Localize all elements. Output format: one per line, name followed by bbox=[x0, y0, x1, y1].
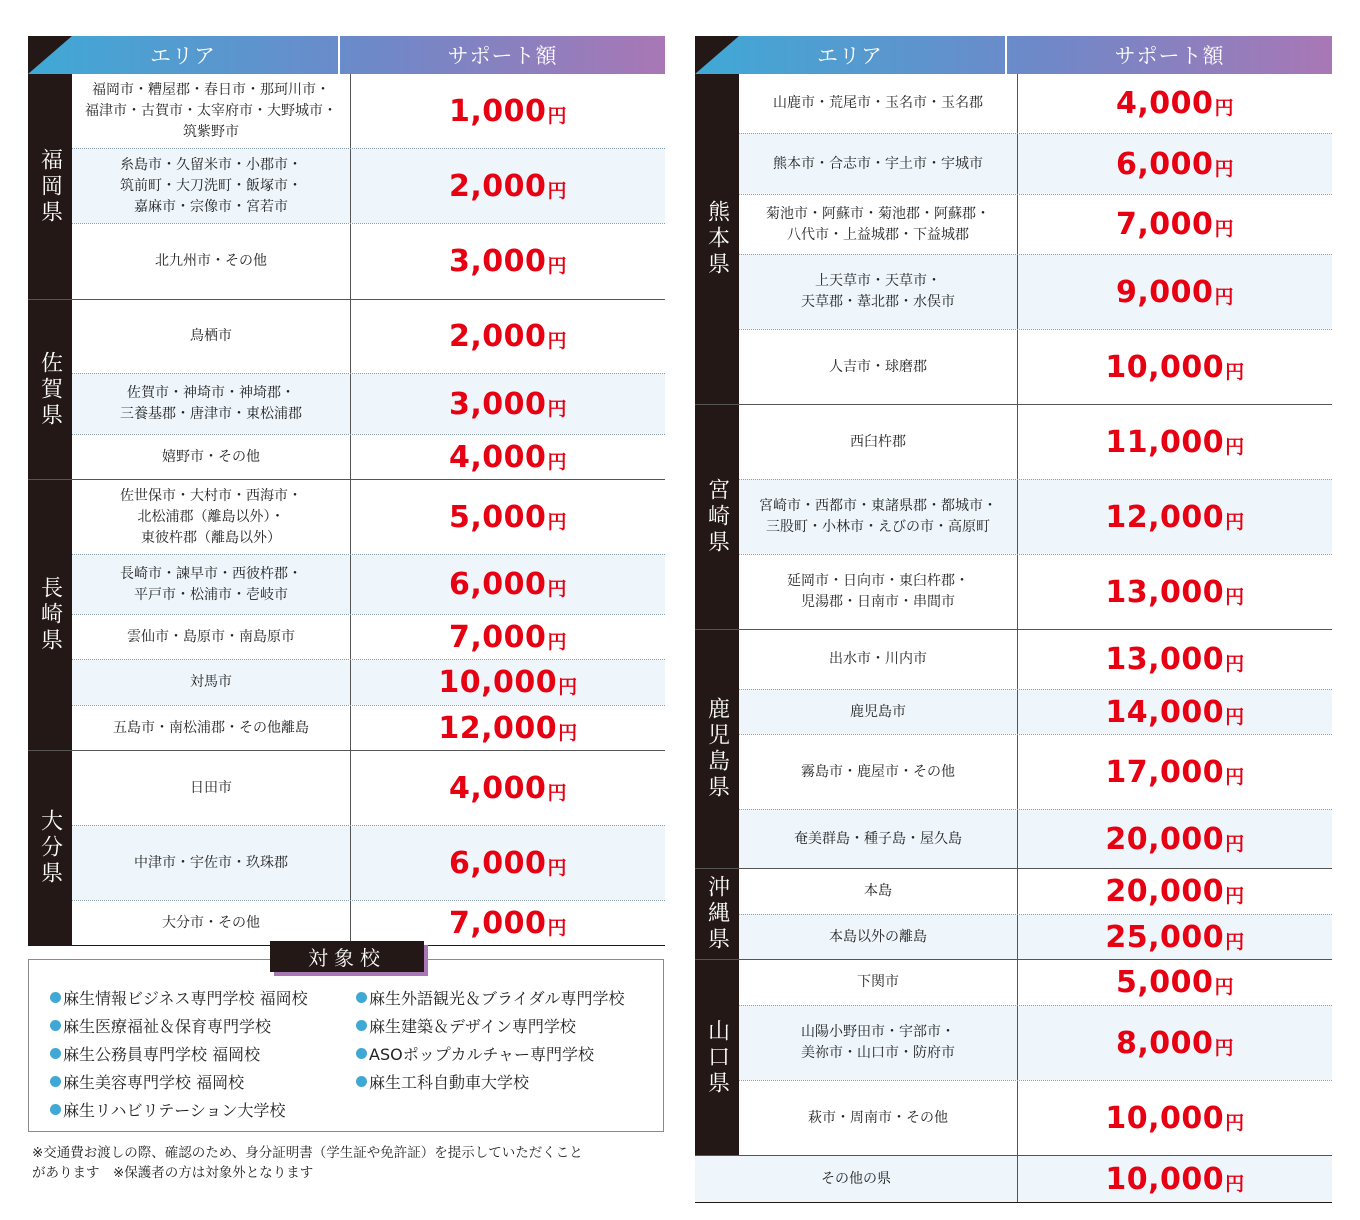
amount-cell bbox=[1018, 630, 1332, 689]
amount-unit: 円 bbox=[1225, 435, 1245, 458]
prefecture-group bbox=[28, 479, 665, 750]
amount-value: 3,000 bbox=[449, 386, 547, 422]
table-row bbox=[72, 223, 665, 299]
amount-cell bbox=[351, 300, 665, 373]
bullet-icon bbox=[50, 1104, 61, 1115]
right-table-header bbox=[695, 36, 1332, 74]
prefecture-group bbox=[695, 629, 1332, 868]
header-amount-label: サポート額 bbox=[447, 44, 558, 68]
school-name: ASOポップカルチャー専門学校 bbox=[369, 1045, 595, 1064]
table-row bbox=[739, 630, 1332, 689]
school-item bbox=[50, 1042, 260, 1065]
table-row bbox=[72, 373, 665, 434]
table-row bbox=[739, 1005, 1332, 1080]
amount-unit: 円 bbox=[1225, 585, 1245, 608]
amount-value: 13,000 bbox=[1105, 574, 1225, 610]
area-cell: その他の県 bbox=[695, 1156, 1018, 1202]
other-prefectures-row bbox=[695, 1155, 1332, 1202]
area-cell: 福岡市・糟屋郡・春日市・那珂川市・ 福津市・古賀市・太宰府市・大野城市・ 筑紫野市 bbox=[72, 74, 351, 148]
prefecture-label bbox=[28, 751, 72, 945]
amount-unit: 円 bbox=[1225, 510, 1245, 533]
prefecture-label bbox=[695, 74, 739, 404]
prefecture-name: 福岡県 bbox=[37, 147, 63, 226]
amount-cell bbox=[1018, 74, 1332, 133]
amount-cell bbox=[351, 615, 665, 659]
table-row bbox=[72, 614, 665, 659]
area-cell: 山鹿市・荒尾市・玉名市・玉名郡 bbox=[739, 74, 1018, 133]
school-item bbox=[356, 986, 625, 1009]
area-cell: 出水市・川内市 bbox=[739, 630, 1018, 689]
school-name: 麻生医療福祉＆保育専門学校 bbox=[63, 1017, 272, 1036]
amount-value: 11,000 bbox=[1105, 424, 1225, 460]
amount-value: 6,000 bbox=[449, 845, 547, 881]
table-row bbox=[739, 554, 1332, 629]
area-cell: 本島以外の離島 bbox=[739, 915, 1018, 959]
amount-unit: 円 bbox=[547, 781, 567, 804]
school-item bbox=[50, 1098, 286, 1121]
prefecture-group bbox=[695, 959, 1332, 1155]
area-cell: 中津市・宇佐市・玖珠郡 bbox=[72, 826, 351, 900]
school-item bbox=[356, 1042, 594, 1065]
prefecture-group bbox=[695, 74, 1332, 404]
amount-cell bbox=[351, 224, 665, 299]
prefecture-label bbox=[695, 960, 739, 1155]
amount-unit: 円 bbox=[1225, 930, 1245, 953]
school-name: 麻生情報ビジネス専門学校 福岡校 bbox=[63, 989, 308, 1008]
amount-unit: 円 bbox=[1225, 885, 1245, 907]
bullet-icon bbox=[356, 1020, 367, 1031]
amount-cell bbox=[351, 706, 665, 750]
school-item bbox=[50, 1070, 244, 1093]
amount-cell bbox=[1018, 1156, 1332, 1202]
area-cell: 佐世保市・大村市・西海市・ 北松浦郡（離島以外）・ 東彼杵郡（離島以外） bbox=[72, 480, 351, 554]
amount-unit: 円 bbox=[1225, 705, 1245, 728]
amount-unit: 円 bbox=[1214, 285, 1234, 308]
amount-cell bbox=[351, 435, 665, 479]
area-cell: 萩市・周南市・その他 bbox=[739, 1081, 1018, 1155]
prefecture-name: 沖縄県 bbox=[704, 875, 730, 953]
table-row bbox=[739, 1080, 1332, 1155]
area-cell: 西臼杵郡 bbox=[739, 405, 1018, 479]
school-name: 麻生建築＆デザイン専門学校 bbox=[369, 1017, 576, 1036]
table-row bbox=[72, 148, 665, 223]
amount-value: 6,000 bbox=[449, 567, 547, 602]
amount-unit: 円 bbox=[1225, 653, 1245, 675]
area-cell: 菊池市・阿蘇市・菊池郡・阿蘇郡・ 八代市・上益城郡・下益城郡 bbox=[739, 195, 1018, 254]
amount-cell bbox=[1018, 869, 1332, 914]
amount-unit: 円 bbox=[547, 179, 567, 202]
amount-cell bbox=[351, 480, 665, 554]
amount-unit: 円 bbox=[547, 104, 567, 127]
bullet-icon bbox=[50, 1048, 61, 1059]
amount-cell bbox=[351, 374, 665, 434]
prefecture-label bbox=[28, 74, 72, 299]
amount-value: 9,000 bbox=[1116, 274, 1214, 310]
amount-cell bbox=[351, 555, 665, 614]
school-item bbox=[356, 1014, 576, 1037]
amount-value: 10,000 bbox=[1105, 1100, 1225, 1136]
header-area-label: エリア bbox=[150, 44, 216, 68]
header-corner bbox=[28, 36, 72, 74]
footnote-line-1: ※交通費お渡しの際、確認のため、身分証明書（学生証や免許証）を提示していただくこと bbox=[32, 1145, 583, 1161]
area-cell: 熊本市・合志市・宇土市・宇城市 bbox=[739, 134, 1018, 194]
prefecture-name: 山口県 bbox=[704, 1018, 730, 1097]
area-cell: 上天草市・天草市・ 天草郡・葦北郡・水俣市 bbox=[739, 255, 1018, 329]
amount-cell bbox=[1018, 915, 1332, 959]
footnote-line-2: があります ※保護者の方は対象外となります bbox=[32, 1165, 314, 1181]
prefecture-name: 宮崎県 bbox=[704, 478, 730, 556]
prefecture-label bbox=[695, 405, 739, 629]
area-cell: 奄美群島・種子島・屋久島 bbox=[739, 810, 1018, 868]
bullet-icon bbox=[356, 1076, 367, 1087]
amount-unit: 円 bbox=[547, 450, 567, 473]
area-cell: 糸島市・久留米市・小郡市・ 筑前町・大刀洗町・飯塚市・ 嘉麻市・宗像市・宮若市 bbox=[72, 149, 351, 223]
amount-unit: 円 bbox=[1225, 1111, 1245, 1134]
amount-value: 13,000 bbox=[1105, 642, 1225, 677]
amount-unit: 円 bbox=[547, 510, 567, 533]
amount-value: 8,000 bbox=[1116, 1025, 1214, 1061]
school-name: 麻生美容専門学校 福岡校 bbox=[63, 1073, 245, 1092]
prefecture-name: 鹿児島県 bbox=[704, 697, 730, 801]
table-row bbox=[72, 434, 665, 479]
amount-value: 4,000 bbox=[449, 770, 547, 806]
amount-unit: 円 bbox=[1214, 218, 1234, 240]
amount-cell bbox=[1018, 330, 1332, 404]
amount-cell bbox=[351, 826, 665, 900]
amount-value: 20,000 bbox=[1105, 821, 1225, 857]
area-cell: 鹿児島市 bbox=[739, 690, 1018, 734]
amount-value: 10,000 bbox=[438, 665, 558, 700]
amount-value: 17,000 bbox=[1105, 754, 1225, 790]
table-row bbox=[739, 734, 1332, 809]
table-row bbox=[739, 809, 1332, 868]
area-cell: 宮崎市・西都市・東諸県郡・都城市・ 三股町・小林市・えびの市・高原町 bbox=[739, 480, 1018, 554]
amount-value: 12,000 bbox=[438, 710, 558, 746]
amount-cell bbox=[1018, 195, 1332, 254]
prefecture-name: 熊本県 bbox=[704, 200, 730, 278]
amount-value: 6,000 bbox=[1116, 146, 1214, 182]
area-cell: 五島市・南松浦郡・その他離島 bbox=[72, 706, 351, 750]
area-cell: 雲仙市・島原市・南島原市 bbox=[72, 615, 351, 659]
prefecture-name: 大分県 bbox=[37, 809, 63, 887]
area-cell: 佐賀市・神埼市・神埼郡・ 三養基郡・唐津市・東松浦郡 bbox=[72, 374, 351, 434]
prefecture-label bbox=[28, 480, 72, 750]
amount-unit: 円 bbox=[558, 721, 578, 744]
area-cell: 山陽小野田市・宇部市・ 美祢市・山口市・防府市 bbox=[739, 1006, 1018, 1080]
amount-cell bbox=[1018, 555, 1332, 629]
amount-unit: 円 bbox=[558, 676, 578, 698]
amount-unit: 円 bbox=[1214, 97, 1234, 119]
area-cell: 大分市・その他 bbox=[72, 901, 351, 945]
amount-value: 5,000 bbox=[449, 499, 547, 535]
amount-value: 7,000 bbox=[449, 619, 547, 655]
prefecture-name: 長崎県 bbox=[37, 576, 63, 654]
table-row bbox=[739, 74, 1332, 133]
table-row bbox=[739, 914, 1332, 959]
table-row bbox=[72, 659, 665, 705]
target-schools-title: 対象校 bbox=[270, 941, 424, 972]
amount-unit: 円 bbox=[1225, 765, 1245, 788]
prefecture-group bbox=[28, 750, 665, 945]
amount-unit: 円 bbox=[547, 630, 567, 653]
table-row bbox=[739, 194, 1332, 254]
footnote bbox=[32, 1143, 662, 1183]
amount-value: 4,000 bbox=[1116, 86, 1214, 121]
area-cell: 嬉野市・その他 bbox=[72, 435, 351, 479]
school-item bbox=[356, 1070, 529, 1093]
amount-cell bbox=[1018, 960, 1332, 1005]
table-row bbox=[72, 900, 665, 945]
header-area-label: エリア bbox=[817, 44, 883, 68]
bullet-icon bbox=[50, 1020, 61, 1031]
header-amount-label: サポート額 bbox=[1114, 44, 1225, 68]
header-corner bbox=[695, 36, 739, 74]
amount-cell bbox=[1018, 480, 1332, 554]
prefecture-group bbox=[695, 404, 1332, 629]
amount-value: 20,000 bbox=[1105, 874, 1225, 909]
amount-unit: 円 bbox=[547, 397, 567, 420]
prefecture-name: 佐賀県 bbox=[37, 350, 63, 429]
amount-unit: 円 bbox=[547, 330, 567, 352]
table-row bbox=[72, 751, 665, 825]
table-row bbox=[739, 960, 1332, 1005]
amount-value: 10,000 bbox=[1105, 349, 1225, 385]
prefecture-label bbox=[695, 869, 739, 959]
area-cell: 人吉市・球磨郡 bbox=[739, 330, 1018, 404]
amount-unit: 円 bbox=[1225, 360, 1245, 383]
amount-cell bbox=[351, 660, 665, 705]
table-row bbox=[739, 869, 1332, 914]
table-row bbox=[739, 133, 1332, 194]
amount-value: 14,000 bbox=[1105, 694, 1225, 730]
amount-value: 10,000 bbox=[1105, 1161, 1225, 1197]
amount-cell bbox=[351, 901, 665, 945]
prefecture-label bbox=[28, 300, 72, 479]
school-item bbox=[50, 1014, 271, 1037]
area-cell: 霧島市・鹿屋市・その他 bbox=[739, 735, 1018, 809]
amount-cell bbox=[1018, 1081, 1332, 1155]
amount-cell bbox=[1018, 134, 1332, 194]
amount-value: 7,000 bbox=[449, 905, 547, 941]
area-cell: 延岡市・日向市・東臼杵郡・ 児湯郡・日南市・串間市 bbox=[739, 555, 1018, 629]
amount-unit: 円 bbox=[547, 916, 567, 939]
amount-cell bbox=[351, 149, 665, 223]
amount-value: 25,000 bbox=[1105, 919, 1225, 955]
table-row bbox=[739, 329, 1332, 404]
amount-unit: 円 bbox=[1214, 1036, 1234, 1059]
amount-cell bbox=[1018, 405, 1332, 479]
amount-value: 2,000 bbox=[449, 319, 547, 354]
area-cell: 対馬市 bbox=[72, 660, 351, 705]
bullet-icon bbox=[356, 1048, 367, 1059]
table-row bbox=[739, 689, 1332, 734]
prefecture-group bbox=[28, 74, 665, 299]
amount-unit: 円 bbox=[547, 255, 567, 277]
table-row bbox=[739, 479, 1332, 554]
school-item bbox=[50, 986, 308, 1009]
amount-value: 1,000 bbox=[449, 93, 547, 129]
amount-cell bbox=[1018, 810, 1332, 868]
area-cell: 北九州市・その他 bbox=[72, 224, 351, 299]
amount-unit: 円 bbox=[1214, 157, 1234, 180]
amount-value: 3,000 bbox=[449, 244, 547, 279]
bullet-icon bbox=[50, 992, 61, 1003]
amount-unit: 円 bbox=[1225, 832, 1245, 855]
amount-unit: 円 bbox=[547, 578, 567, 600]
amount-value: 7,000 bbox=[1116, 207, 1214, 242]
amount-unit: 円 bbox=[1225, 1172, 1245, 1195]
area-cell: 長崎市・諫早市・西彼杵郡・ 平戸市・松浦市・壱岐市 bbox=[72, 555, 351, 614]
amount-unit: 円 bbox=[1214, 976, 1234, 998]
bullet-icon bbox=[50, 1076, 61, 1087]
prefecture-group bbox=[695, 868, 1332, 959]
amount-cell bbox=[1018, 1006, 1332, 1080]
amount-value: 4,000 bbox=[449, 439, 547, 475]
area-cell: 日田市 bbox=[72, 751, 351, 825]
amount-cell bbox=[1018, 735, 1332, 809]
table-row bbox=[72, 480, 665, 554]
table-row bbox=[72, 705, 665, 750]
school-name: 麻生公務員専門学校 福岡校 bbox=[63, 1045, 261, 1064]
table-row bbox=[72, 300, 665, 373]
right-table-body bbox=[695, 74, 1332, 1203]
amount-cell bbox=[1018, 690, 1332, 734]
table-row bbox=[739, 405, 1332, 479]
area-cell: 鳥栖市 bbox=[72, 300, 351, 373]
school-name: 麻生外語観光＆ブライダル専門学校 bbox=[369, 989, 625, 1008]
amount-cell bbox=[1018, 255, 1332, 329]
table-row bbox=[72, 74, 665, 148]
amount-value: 2,000 bbox=[449, 168, 547, 204]
amount-value: 5,000 bbox=[1116, 965, 1214, 1000]
left-table-header bbox=[28, 36, 665, 74]
area-cell: 下関市 bbox=[739, 960, 1018, 1005]
left-table-body bbox=[28, 74, 665, 946]
school-name: 麻生リハビリテーション大学校 bbox=[63, 1101, 286, 1120]
amount-cell bbox=[351, 751, 665, 825]
amount-cell bbox=[351, 74, 665, 148]
amount-unit: 円 bbox=[547, 856, 567, 879]
area-cell: 本島 bbox=[739, 869, 1018, 914]
table-row bbox=[739, 254, 1332, 329]
bullet-icon bbox=[356, 992, 367, 1003]
school-name: 麻生工科自動車大学校 bbox=[369, 1073, 530, 1092]
table-row bbox=[72, 554, 665, 614]
amount-value: 12,000 bbox=[1105, 499, 1225, 535]
table-row bbox=[72, 825, 665, 900]
prefecture-group bbox=[28, 299, 665, 479]
prefecture-label bbox=[695, 630, 739, 868]
